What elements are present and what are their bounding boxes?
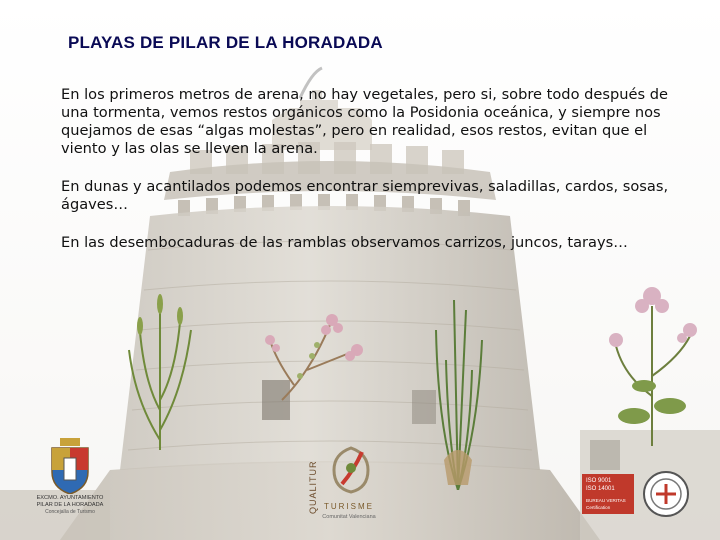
paragraph-posidonia: En los primeros metros de arena, no hay vegetales, pero si, sobre todo después de una tormenta, vemos restos orgánicos como la Posidonia oceánica, y siempre nos quejamos de esas “algas molestas”, pero en realidad, esos restos, evitan que el viento y las olas se lleven la arena. [61, 86, 668, 157]
bureau-veritas-subtext: Certification [586, 505, 611, 510]
turisme-text: TURISME [324, 502, 374, 511]
bureau-veritas-text: BUREAU VERITAS [586, 498, 626, 503]
bureau-veritas-logo [582, 470, 694, 520]
ayuntamiento-text-2: PILAR DE LA HORADADA [36, 502, 104, 508]
qualitur-text: QUALITUR [308, 460, 318, 514]
ayuntamiento-logo [30, 438, 110, 518]
heather-plant-illustration [262, 300, 372, 410]
iso-14001-text: ISO 14001 [586, 486, 615, 492]
ayuntamiento-text-3: Concejalía de Turismo [45, 509, 95, 515]
slide-body [61, 86, 671, 272]
flowering-plant-illustration [604, 276, 700, 446]
qualitur-logo [306, 440, 382, 526]
iso-9001-text: ISO 9001 [586, 478, 612, 484]
iso-badge [582, 474, 634, 514]
turisme-subtext: Comunitat Valenciana [322, 514, 376, 520]
bureau-veritas-seal-icon [642, 470, 690, 518]
turisme-symbol-icon [328, 444, 374, 496]
paragraph-dunas: En dunas y acantilados podemos encontrar siemprevivas, saladillas, cardos, sosas, ágaves… [61, 178, 669, 213]
slide-title: PLAYAS DE PILAR DE LA HORADADA [68, 33, 383, 52]
rush-plant-illustration [418, 290, 498, 490]
paragraph-ramblas: En las desembocaduras de las ramblas observamos carrizos, juncos, tarays… [61, 234, 628, 251]
ayuntamiento-text-1: EXCMO. AYUNTAMIENTO [36, 495, 104, 501]
reed-plant-illustration [125, 290, 195, 450]
coat-of-arms-icon [48, 438, 92, 494]
